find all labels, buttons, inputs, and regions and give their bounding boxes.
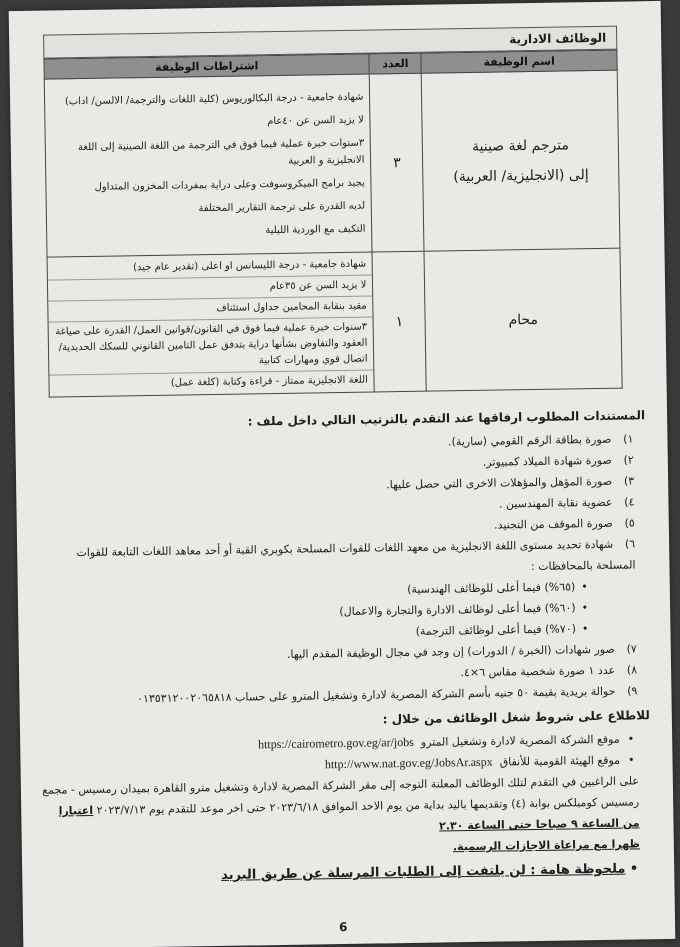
- requirement: لا يزيد السن عن ٣٥عام: [48, 275, 373, 301]
- item-number: ٨): [626, 663, 638, 677]
- requirement: شهادة جامعية - درجة الليسانس او اعلى (تقدير عام جيد): [48, 254, 373, 280]
- item-number: ٧): [626, 642, 637, 656]
- requirement: ٣سنوات خبرة عملية فيما فوق في الترجمة من اللغة الصينية إلى اللغة الانجليزية و العربية: [77, 137, 365, 167]
- requirement: لا يزيد السن عن ٤٠عام: [267, 114, 364, 128]
- documents-section: [33, 405, 652, 889]
- item-number: ٥): [624, 516, 635, 530]
- item-number: ٣): [623, 474, 635, 488]
- job-name-line2: إلى (الانجليزية/ العربية): [453, 166, 589, 185]
- item-text: صورة المؤهل والمؤهلات الاخرى التي حصل عليها.: [386, 474, 613, 492]
- page-number: 6: [338, 919, 348, 935]
- requirement: التكيف مع الوردية الليلية: [265, 223, 366, 237]
- job-count: ١: [372, 251, 426, 392]
- application-paragraph: [39, 770, 652, 843]
- section-title: الوظائف الادارية: [43, 26, 617, 59]
- requirement: اللغة الانجليزية ممتاز - قراءة وكتابة (كلغة عمل): [170, 374, 368, 389]
- jobs-table: [43, 50, 622, 398]
- requirement: شهادة جامعية - درجة البكالوريوس (كلية اللغات والترجمة/ الالسن/ اداب): [64, 91, 364, 108]
- item-number: ٦): [624, 537, 636, 551]
- link-label: موقع الهيئة القومية للأنفاق: [499, 753, 621, 769]
- requirement: يجيد برامج الميكروسوفت وعلى دراية بمفردات المخزون المتداول: [94, 177, 365, 193]
- important-note: • ملحوظة هامة : لن يلتفت إلى الطلبات المرسلة عن طريق البريد: [221, 861, 639, 883]
- application-text: على الراغبين في التقدم لتلك الوظائف المعلنة التوجه إلى مقر الشركة المصرية لادارة وتشغيل مترو القاهرة بميدان رمسيس - مجمع رمسيس كومبلكس بوابة (٤) وتقديمها باليد بداية من يوم الاحد الموافق ٢٠٢٣/٦/١٨ حتى اخر موعد للتقدم يوم ٢٠٢٣/٧/١٣: [42, 774, 640, 817]
- header-requirements: اشتراطات الوظيفة: [44, 54, 370, 79]
- job-name-line1: محام: [508, 311, 539, 328]
- table-row: [44, 70, 620, 257]
- item-text: صورة شهادة الميلاد كمبيوتر.: [482, 453, 612, 469]
- requirement: ٣سنوات خبرة عملية فيما فوق في القانون/قوانين العمل/ القدرة على صياغة العقود والتفاوض بشأنها دراية بتدفق عمل التامين القانوني للسكك الحديدية/ اتصال قوي ومهارات كتابية: [49, 317, 374, 375]
- documents-list-continued: [37, 638, 650, 711]
- job-name-line1: مترجم لغة صينية: [471, 136, 570, 155]
- item-number: ٤): [624, 495, 635, 509]
- item-text: عدد ١ صورة شخصية مقاس ٦×٤.: [460, 663, 616, 680]
- header-job-name: اسم الوظيفة: [421, 50, 617, 73]
- language-levels: [36, 575, 649, 648]
- item-text: صور شهادات (الخبرة / الدورات) إن وجد في مجال الوظيفة المقدم اليها.: [286, 642, 615, 661]
- nat-jobs-link[interactable]: http://www.nat.gov.eg/JobsAr.aspx: [324, 754, 493, 772]
- list-item: • (٦٠%) فيما أعلى لوظائف الادارة والتجارة والاعمال): [36, 597, 588, 627]
- holidays-note: ظهرا مع مراعاة الاجازات الرسمية.: [452, 837, 640, 854]
- metro-jobs-link[interactable]: https://cairometro.gov.eg/ar/jobs: [257, 734, 414, 752]
- item-text: شهادة تحديد مستوى اللغة الانجليزية من معهد اللغات للقوات المسلحة بكوبري القبة أو أحد معاهد اللغات التابعة للقوات المسلحة بالمحافظات :: [76, 537, 636, 574]
- document-page: [9, 1, 676, 947]
- requirements-cell: [44, 74, 372, 257]
- item-text: عضوية نقابة المهندسين .: [498, 495, 613, 511]
- header-count: العدد: [369, 53, 421, 74]
- item-number: ١): [623, 432, 634, 446]
- item-number: ٩): [627, 684, 638, 698]
- item-number: ٢): [623, 453, 634, 467]
- link-label: موقع الشركة المصرية لادارة وتشغيل المترو: [420, 732, 620, 749]
- list-item: • (٧٠%) فيما أعلى لوظائف الترجمة): [36, 618, 588, 648]
- requirements-cell: [47, 252, 375, 397]
- job-count: ٣: [370, 73, 425, 252]
- item-text: صورة الموقف من التجنيد.: [494, 516, 613, 532]
- requirement: مقيد بنقابة المحامين جداول استئناف: [48, 296, 373, 322]
- requirement: لديه القدرة على ترجمة التقارير المختلفة: [198, 200, 366, 215]
- job-name-cell: [424, 248, 622, 391]
- important-note-text: ملحوظة هامة : لن يلتفت إلى الطلبات المرسلة عن طريق البريد: [221, 861, 626, 883]
- table-row: [47, 248, 622, 397]
- item-text: صورة بطاقة الرقم القومي (سارية).: [448, 432, 612, 449]
- info-heading: للاطلاع على شروط شغل الوظائف من خلال :: [382, 708, 650, 727]
- documents-list: [33, 428, 647, 585]
- job-name-cell: [422, 70, 620, 251]
- list-item: • (٦٥%) فيما أعلى للوظائف الهندسية): [36, 576, 588, 606]
- item-text: حوالة بريدية بقيمة ٥٠ جنيه بأسم الشركة المصرية لادارة وتشغيل المترو على حساب ٠١٣٥٣١٢٠٠٢٠٦٥٨١٨: [136, 684, 616, 706]
- application-hours: اعتبارا من الساعة ٩ صباحا حتى الساعة ٢.٣٠: [58, 803, 640, 833]
- documents-heading: المستندات المطلوب ارفاقها عند التقدم بالترتيب التالي داخل ملف :: [247, 408, 646, 429]
